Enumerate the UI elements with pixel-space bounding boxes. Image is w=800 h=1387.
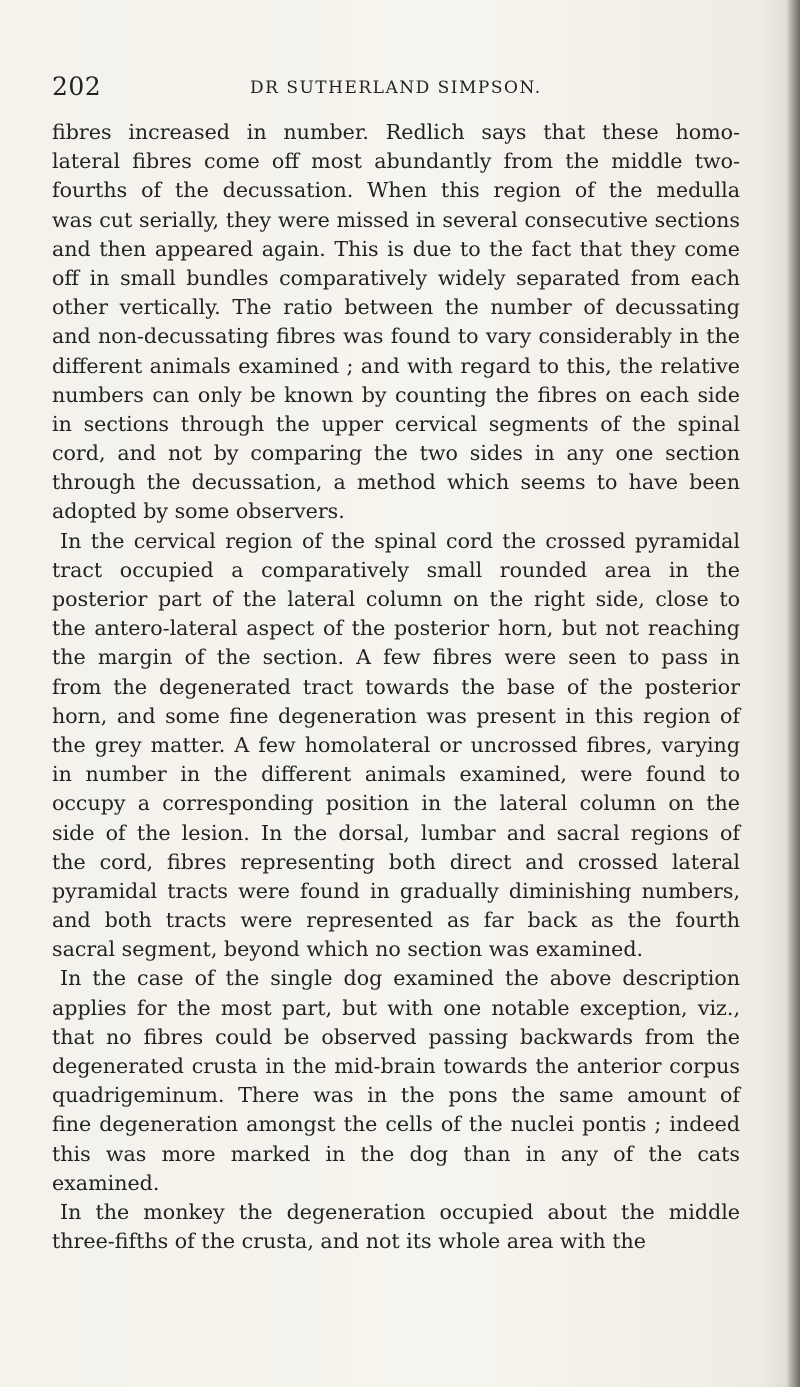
text-line: cord, and not by comparing the two sides in any one section <box>52 441 740 466</box>
text-line: lateral fibres come off most abundantly from the middle two- <box>52 149 740 174</box>
text-line: in number in the different animals examined, were found to <box>52 762 740 787</box>
text-line: different animals examined ; and with regard to this, the relative <box>52 353 740 378</box>
text-line: in sections through the upper cervical segments of the spinal <box>52 411 740 436</box>
text-line: adopted by some observers. <box>52 499 345 524</box>
text-line: applies for the most part, but with one notable exception, viz., <box>52 995 740 1020</box>
text-line: quadrigeminum. There was in the pons the same amount of <box>52 1083 740 1108</box>
body-text <box>52 118 740 1256</box>
running-head: DR SUTHERLAND SIMPSON. <box>250 78 542 98</box>
text-line: that no fibres could be observed passing backwards from the <box>52 1024 740 1049</box>
text-line: the cord, fibres representing both direct and crossed lateral <box>52 849 740 874</box>
text-line: examined. <box>52 1170 160 1195</box>
text-line: through the decussation, a method which seems to have been <box>52 470 740 495</box>
text-line: In the monkey the degeneration occupied about the middle <box>60 1199 740 1224</box>
text-line: sacral segment, beyond which no section was examined. <box>52 937 644 962</box>
text-line: the antero-lateral aspect of the posterior horn, but not reaching <box>52 616 740 641</box>
text-line: the grey matter. A few homolateral or uncrossed fibres, varying <box>52 732 740 757</box>
text-line: fourths of the decussation. When this region of the medulla <box>52 178 740 203</box>
text-line: In the case of the single dog examined the above description <box>60 966 740 991</box>
text-line: three-fifths of the crusta, and not its whole area with the <box>52 1229 646 1254</box>
text-line: occupy a corresponding position in the lateral column on the <box>52 791 740 816</box>
text-line: off in small bundles comparatively widely separated from each <box>52 265 740 290</box>
text-line: from the degenerated tract towards the base of the posterior <box>52 674 740 699</box>
text-line: numbers can only be known by counting the fibres on each side <box>52 382 740 407</box>
paragraph <box>52 118 740 527</box>
text-line: fibres increased in number. Redlich says that these homo- <box>52 120 740 144</box>
page-header <box>52 72 742 108</box>
text-line: side of the lesion. In the dorsal, lumbar and sacral regions of <box>52 820 740 845</box>
page-edge-shadow <box>786 0 800 1387</box>
paragraph <box>52 527 740 965</box>
text-line: tract occupied a comparatively small rounded area in the <box>52 557 740 582</box>
paragraph <box>52 1198 740 1256</box>
text-line: the margin of the section. A few fibres were seen to pass in <box>52 645 740 670</box>
page-number: 202 <box>52 72 102 101</box>
text-line: and non-decussating fibres was found to vary considerably in the <box>52 324 740 349</box>
text-line: pyramidal tracts were found in gradually diminishing numbers, <box>52 878 740 903</box>
text-line: and then appeared again. This is due to the fact that they come <box>52 236 740 261</box>
text-line: In the cervical region of the spinal cord the crossed pyramidal <box>60 528 740 553</box>
text-line: other vertically. The ratio between the number of decussating <box>52 295 740 320</box>
text-line: horn, and some fine degeneration was present in this region of <box>52 703 740 728</box>
text-line: posterior part of the lateral column on the right side, close to <box>52 587 740 611</box>
text-line: was cut serially, they were missed in several consecutive sections <box>52 207 740 232</box>
text-line: fine degeneration amongst the cells of the nuclei pontis ; indeed <box>52 1112 740 1137</box>
text-line: this was more marked in the dog than in any of the cats <box>52 1141 740 1166</box>
paragraph <box>52 964 740 1198</box>
text-line: degenerated crusta in the mid-brain towards the anterior corpus <box>52 1054 740 1078</box>
text-line: and both tracts were represented as far back as the fourth <box>52 908 740 933</box>
